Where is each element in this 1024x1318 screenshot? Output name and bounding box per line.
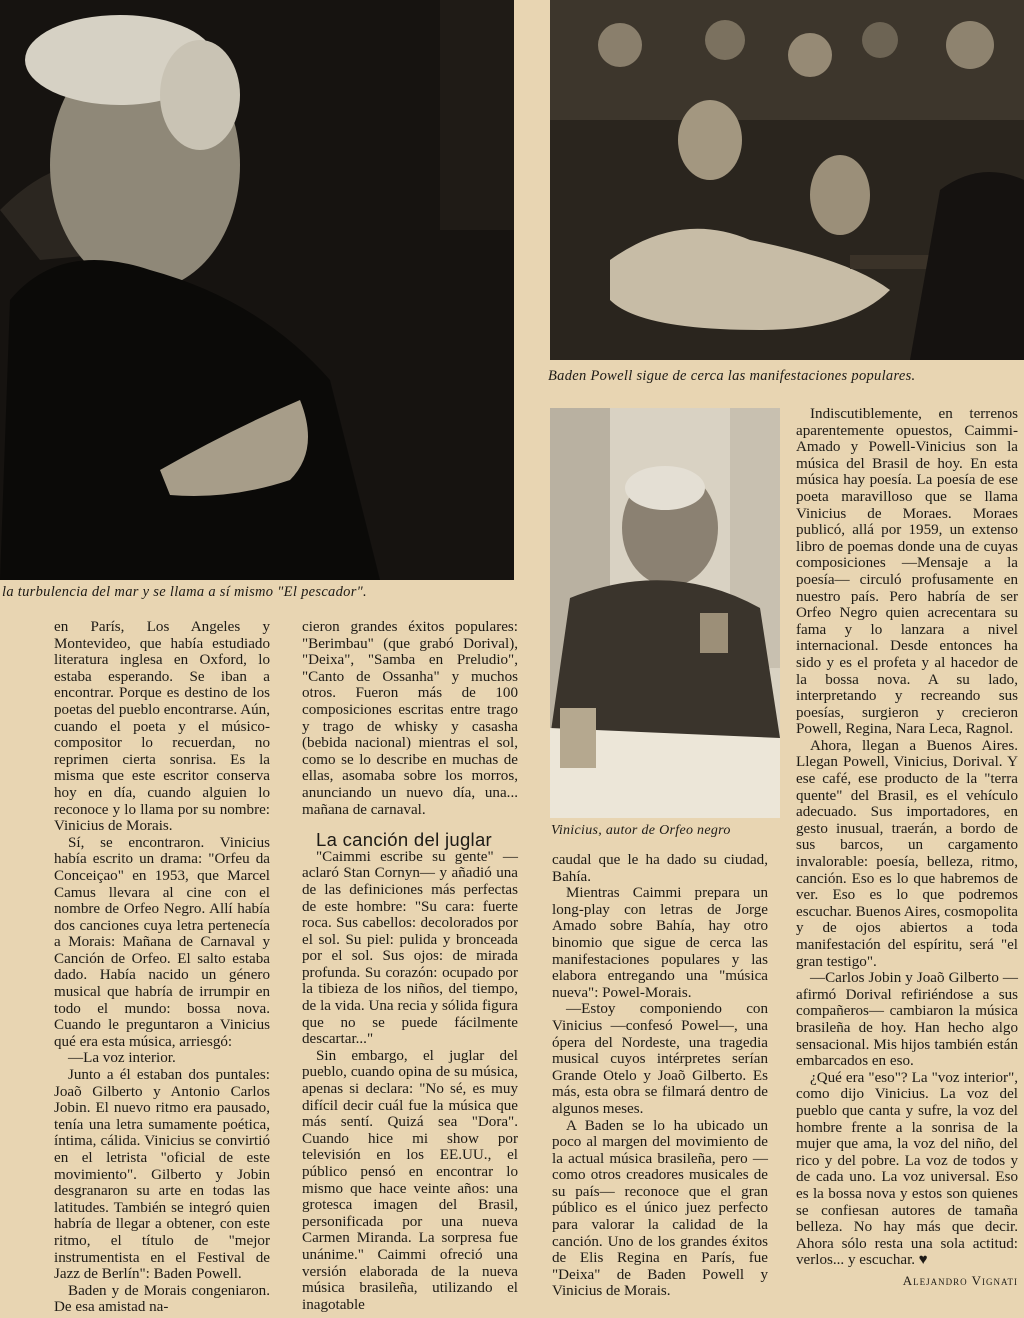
col3-paragraph: caudal que le ha dado su ciudad, Bahía.	[552, 852, 768, 885]
photo-baden-powell-guitar	[550, 0, 1024, 360]
col2-paragraph: "Caimmi escribe su gente" —aclaró Stan Cornyn— y añadió una de las definiciones más perfectas de este hombre: "Su cara: fuerte roca. Sus cabellos: decolorados por el sol. Su piel: pulida y bronceada por el sol. Sus ojos: de mirada profunda. Su corazón: ocupado por la tibieza de los niños, del tiempo, de la vida. Una recia y sólida figura que no se puede fácilmente descartar..."	[302, 848, 518, 1048]
left-photo-caption: la turbulencia del mar y se llama a sí mismo "El pescador".	[2, 584, 367, 600]
right-photo-caption: Baden Powell sigue de cerca las manifestaciones populares.	[548, 368, 916, 384]
article-column-3	[552, 852, 768, 1300]
article-column-2	[302, 619, 518, 1313]
col1-paragraph: Junto a él estaban dos puntales: Joaõ Gilberto y Antonio Carlos Jobin. El nuevo ritmo era pausado, tenía una letra sumamente poética, íntima, cálida. Vinicius se convirtió en el letrista "oficial de este movimiento". Gilberto y Jobin desgranaron su arte en todas las latitudes. También se integró quien habría de llegar a obtener, con este ritmo, el título de "mejor instrumentista en el Festival de Jazz de Berlín": Baden Powell.	[54, 1067, 270, 1283]
singer-portrait-image	[0, 0, 514, 580]
photo-vinicius-portrait	[550, 408, 780, 818]
photo-singer-portrait	[0, 0, 514, 580]
author-byline: Alejandro Vignati	[902, 1272, 1018, 1288]
col1-paragraph: en París, Los Angeles y Montevideo, que había estudiado literatura inglesa en Oxford, lo estaba esperando. Se iban a encontrar. Porque es destino de los poetas del pueblo encontrarse. Aún, cuando el poeta y el músico-compositor lo recuerdan, no reprimen cierta sonrisa. Es la misma que este escritor conserva hoy en día, cuando alguien lo reconoce y lo llama por su nombre: Vinicius de Morais.	[54, 619, 270, 835]
col2-paragraph: cieron grandes éxitos populares: "Berimbau" (que grabó Dorival), "Deixa", "Samba en Preludio", "Canto de Ossanha" y muchos otros. Fueron más de 100 composiciones escritas entre trago y trago de whisky y casasha (bebida nacional) mientras el sol, como se lo describe en muchas de ellas, asomaba sobre los morros, anunciando un nuevo día, una... mañana de carnaval.	[302, 619, 518, 818]
section-heading: La canción del juglar	[316, 829, 492, 851]
col1-paragraph: Baden y de Morais congeniaron. De esa amistad na-	[54, 1282, 270, 1316]
article-column-4	[796, 406, 1018, 1289]
col4-paragraph: Ahora, llegan a Buenos Aires. Llegan Powell, Vinicius, Dorival. Y ese café, ese producto de la "terra quente" del Brasil, es el vehículo adecuado. Sus importadores, en gesto inusual, traerán, a bordo de sus barcos, un cargamento invalorable: poesía, belleza, ritmo, canción. Eso es lo que habremos de ver. Eso es lo que podremos escuchar. Buenos Aires, cosmopolita y de ojos abiertos a toda manifestación del espíritu, será "el gran testigo".	[796, 737, 1018, 970]
col2-paragraph: Sin embargo, el juglar del pueblo, cuando opina de su música, apenas si declara: "No sé, es muy difícil decir cuál fue la música que más sentí. Quizá sea "Dora". Cuando hice mi show por televisión en los EE.UU., el público pensó en encontrar lo mismo que hace veinte años: una grotesca imagen del Brasil, personificada por una nueva Carmen Miranda. La sorpresa fue unánime." Caimmi ofreció una versión elaborada de la nueva música brasileña, utilizando el inagotable	[302, 1047, 518, 1313]
article-column-1	[54, 619, 270, 1316]
col3-paragraph: —Estoy componiendo con Vinicius —confesó Powel—, una ópera del Nordeste, una tragedia musical cuyos intérpretes serían Grande Otelo y Joaõ Gilberto. Es más, esta obra se filmará dentro de algunos meses.	[552, 1001, 768, 1117]
center-photo-caption: Vinicius, autor de Orfeo negro	[551, 823, 731, 838]
vinicius-portrait-image	[550, 408, 780, 818]
col1-paragraph: —La voz interior.	[68, 1050, 176, 1067]
col1-paragraph: Sí, se encontraron. Vinicius había escrito un drama: "Orfeu da Conceiçao" en 1953, que Marcel Camus llevara al cine con el nombre de Orfeo Negro. Allí había dos canciones cuya letra pertenecía a Morais: Mañana de Carnaval y Canción de Orfeo. El salto estaba dado. Había nacido un género musical que habría de irrumpir en todo el mundo: bossa nova. Cuando le preguntaron a Vinicius qué era esta música, arriesgó:	[54, 834, 270, 1050]
col4-paragraph: ¿Qué era "eso"? La "voz interior", como dijo Vinicius. La voz del pueblo que canta y sufre, la voz del hombre frente a la sonrisa de la mujer que ama, la voz del niño, del rico y del pobre. La voz de todos y de cada uno. La voz universal. Eso es la bossa nova y estos son quienes se confiesan autores de tamaña belleza. No hay más que decir. Ahora sólo resta una sola actitud: verlos... y escuchar. ♥	[796, 1069, 1018, 1269]
col3-paragraph: A Baden se lo ha ubicado un poco al margen del movimiento de la actual música brasileña, pero —como otros creadores musicales de su país— reconoce que el gran público es el único juez perfecto para valorar la calidad de la canción. Uno de los grandes éxitos de Elis Regina en París, fue "Deixa" de Baden Powell y Vinicius de Morais.	[552, 1117, 768, 1300]
col4-paragraph: Indiscutiblemente, en terrenos aparentemente opuestos, Caimmi-Amado y Powell-Vinicius son la música del Brasil de hoy. En esta música hay poesía. La poesía de ese poeta maravilloso que se llama Vinicius de Moraes. Moraes publicó, allá por 1959, un extenso libro de poemas donde una de cuyas composiciones —Mensaje a la poesía— circuló profusamente en nuestro país. Pero habría de ser Orfeo Negro quien acrecentara su fama y lo lanzara a nivel internacional. Desde entonces ha sido y es el profeta y al hacedor de la bossa nova. A su lado, interpretando y recreando sus poesías, surgieron y crecieron Powell, Regina, Nara Leca, Ragnol.	[796, 406, 1018, 738]
col3-paragraph: Mientras Caimmi prepara un long-play con letras de Jorge Amado sobre Bahía, hay otro binomio que sigue de cerca las manifestaciones populares y las elabora entregando una "música nueva": Powel-Morais.	[552, 885, 768, 1001]
col4-paragraph: —Carlos Jobin y Joaõ Gilberto —afirmó Dorival refiriéndose a sus compañeros— cambiaron la música brasileña de hoy. Han hecho algo sensacional. Mis hijos también están embarcados en eso.	[796, 970, 1018, 1070]
baden-powell-image	[550, 0, 1024, 360]
